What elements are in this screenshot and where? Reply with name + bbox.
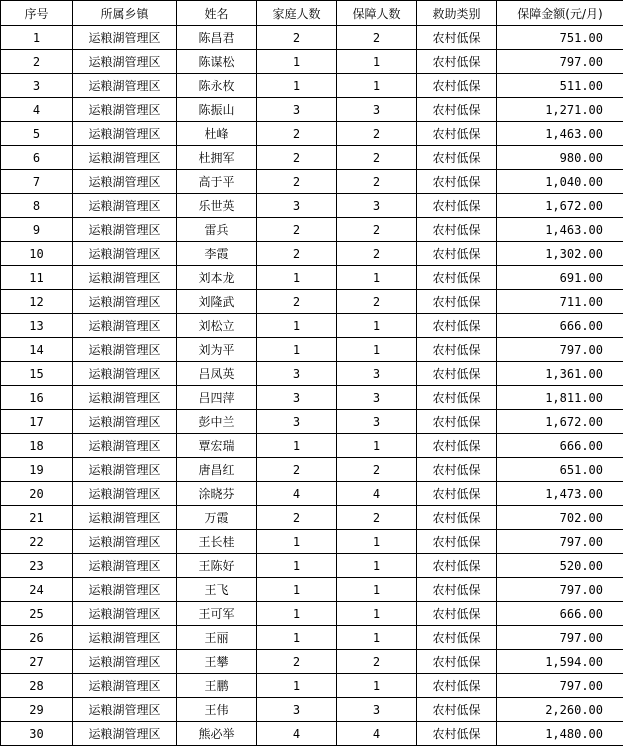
cell-index: 8 (1, 194, 73, 218)
cell-index: 1 (1, 26, 73, 50)
cell-covered-people: 1 (337, 578, 417, 602)
table-row (1, 26, 623, 50)
cell-amount: 702.00 (497, 506, 623, 530)
cell-household-size: 2 (257, 290, 337, 314)
cell-amount: 797.00 (497, 674, 623, 698)
cell-index: 2 (1, 50, 73, 74)
cell-town: 运粮湖管理区 (73, 338, 177, 362)
cell-name: 彭中兰 (177, 410, 257, 434)
cell-covered-people: 2 (337, 650, 417, 674)
cell-relief-type: 农村低保 (417, 674, 497, 698)
cell-relief-type: 农村低保 (417, 434, 497, 458)
cell-index: 16 (1, 386, 73, 410)
cell-covered-people: 2 (337, 290, 417, 314)
cell-name: 吕四萍 (177, 386, 257, 410)
table-row (1, 50, 623, 74)
cell-town: 运粮湖管理区 (73, 194, 177, 218)
cell-town: 运粮湖管理区 (73, 578, 177, 602)
cell-amount: 711.00 (497, 290, 623, 314)
cell-amount: 1,302.00 (497, 242, 623, 266)
cell-relief-type: 农村低保 (417, 314, 497, 338)
cell-town: 运粮湖管理区 (73, 50, 177, 74)
cell-household-size: 1 (257, 626, 337, 650)
cell-name: 刘为平 (177, 338, 257, 362)
cell-amount: 980.00 (497, 146, 623, 170)
table-row (1, 578, 623, 602)
table-body (1, 26, 623, 746)
cell-name: 王飞 (177, 578, 257, 602)
cell-name: 陈昌君 (177, 26, 257, 50)
cell-name: 陈永枚 (177, 74, 257, 98)
table-row (1, 386, 623, 410)
cell-covered-people: 1 (337, 554, 417, 578)
cell-town: 运粮湖管理区 (73, 434, 177, 458)
cell-name: 万霞 (177, 506, 257, 530)
cell-relief-type: 农村低保 (417, 650, 497, 674)
table-row (1, 458, 623, 482)
cell-covered-people: 3 (337, 386, 417, 410)
cell-town: 运粮湖管理区 (73, 218, 177, 242)
cell-household-size: 1 (257, 554, 337, 578)
cell-town: 运粮湖管理区 (73, 122, 177, 146)
cell-name: 刘松立 (177, 314, 257, 338)
cell-relief-type: 农村低保 (417, 266, 497, 290)
cell-amount: 797.00 (497, 50, 623, 74)
cell-amount: 751.00 (497, 26, 623, 50)
cell-name: 吕凤英 (177, 362, 257, 386)
table-row (1, 530, 623, 554)
cell-covered-people: 3 (337, 194, 417, 218)
table-row (1, 554, 623, 578)
cell-covered-people: 2 (337, 26, 417, 50)
cell-relief-type: 农村低保 (417, 554, 497, 578)
cell-household-size: 2 (257, 26, 337, 50)
cell-relief-type: 农村低保 (417, 626, 497, 650)
cell-covered-people: 2 (337, 242, 417, 266)
cell-amount: 1,271.00 (497, 98, 623, 122)
cell-amount: 1,463.00 (497, 122, 623, 146)
cell-relief-type: 农村低保 (417, 506, 497, 530)
cell-town: 运粮湖管理区 (73, 482, 177, 506)
cell-name: 王鹏 (177, 674, 257, 698)
cell-amount: 797.00 (497, 578, 623, 602)
cell-amount: 1,594.00 (497, 650, 623, 674)
cell-covered-people: 4 (337, 722, 417, 746)
cell-covered-people: 1 (337, 674, 417, 698)
table-row (1, 266, 623, 290)
cell-name: 杜拥军 (177, 146, 257, 170)
table-row (1, 290, 623, 314)
cell-household-size: 3 (257, 194, 337, 218)
cell-covered-people: 2 (337, 506, 417, 530)
cell-town: 运粮湖管理区 (73, 386, 177, 410)
cell-covered-people: 1 (337, 266, 417, 290)
cell-town: 运粮湖管理区 (73, 410, 177, 434)
cell-relief-type: 农村低保 (417, 338, 497, 362)
cell-name: 高于平 (177, 170, 257, 194)
cell-covered-people: 1 (337, 434, 417, 458)
cell-relief-type: 农村低保 (417, 122, 497, 146)
cell-town: 运粮湖管理区 (73, 242, 177, 266)
table-row (1, 218, 623, 242)
cell-index: 17 (1, 410, 73, 434)
cell-covered-people: 1 (337, 74, 417, 98)
table-row (1, 122, 623, 146)
cell-relief-type: 农村低保 (417, 530, 497, 554)
cell-name: 涂晓芬 (177, 482, 257, 506)
cell-amount: 1,811.00 (497, 386, 623, 410)
cell-amount: 1,672.00 (497, 410, 623, 434)
cell-household-size: 2 (257, 242, 337, 266)
cell-index: 22 (1, 530, 73, 554)
cell-town: 运粮湖管理区 (73, 362, 177, 386)
table-row (1, 482, 623, 506)
cell-relief-type: 农村低保 (417, 290, 497, 314)
cell-household-size: 3 (257, 98, 337, 122)
cell-household-size: 1 (257, 434, 337, 458)
cell-relief-type: 农村低保 (417, 26, 497, 50)
cell-amount: 797.00 (497, 626, 623, 650)
header-index: 序号 (1, 1, 73, 26)
cell-covered-people: 2 (337, 218, 417, 242)
cell-covered-people: 1 (337, 338, 417, 362)
table-row (1, 170, 623, 194)
cell-amount: 1,480.00 (497, 722, 623, 746)
cell-household-size: 3 (257, 386, 337, 410)
cell-covered-people: 2 (337, 146, 417, 170)
cell-amount: 797.00 (497, 338, 623, 362)
header-amount: 保障金额(元/月) (497, 1, 623, 26)
cell-household-size: 4 (257, 482, 337, 506)
cell-town: 运粮湖管理区 (73, 290, 177, 314)
cell-index: 6 (1, 146, 73, 170)
cell-town: 运粮湖管理区 (73, 626, 177, 650)
cell-household-size: 3 (257, 698, 337, 722)
cell-relief-type: 农村低保 (417, 146, 497, 170)
cell-name: 杜峰 (177, 122, 257, 146)
cell-town: 运粮湖管理区 (73, 314, 177, 338)
cell-amount: 1,672.00 (497, 194, 623, 218)
cell-relief-type: 农村低保 (417, 170, 497, 194)
cell-amount: 2,260.00 (497, 698, 623, 722)
cell-household-size: 1 (257, 674, 337, 698)
header-household-size: 家庭人数 (257, 1, 337, 26)
cell-relief-type: 农村低保 (417, 242, 497, 266)
cell-name: 雷兵 (177, 218, 257, 242)
cell-amount: 651.00 (497, 458, 623, 482)
cell-name: 唐昌红 (177, 458, 257, 482)
cell-household-size: 4 (257, 722, 337, 746)
cell-town: 运粮湖管理区 (73, 530, 177, 554)
cell-household-size: 1 (257, 50, 337, 74)
table-row (1, 146, 623, 170)
cell-index: 27 (1, 650, 73, 674)
cell-covered-people: 3 (337, 698, 417, 722)
cell-name: 王伟 (177, 698, 257, 722)
cell-amount: 666.00 (497, 434, 623, 458)
header-row (1, 1, 623, 26)
cell-covered-people: 1 (337, 50, 417, 74)
cell-name: 陈谋松 (177, 50, 257, 74)
cell-relief-type: 农村低保 (417, 194, 497, 218)
cell-town: 运粮湖管理区 (73, 698, 177, 722)
cell-index: 7 (1, 170, 73, 194)
cell-index: 9 (1, 218, 73, 242)
table-row (1, 626, 623, 650)
cell-household-size: 2 (257, 122, 337, 146)
cell-name: 刘隆武 (177, 290, 257, 314)
cell-covered-people: 1 (337, 530, 417, 554)
cell-name: 乐世英 (177, 194, 257, 218)
cell-town: 运粮湖管理区 (73, 146, 177, 170)
cell-town: 运粮湖管理区 (73, 722, 177, 746)
cell-amount: 666.00 (497, 602, 623, 626)
cell-name: 王陈好 (177, 554, 257, 578)
cell-name: 李霞 (177, 242, 257, 266)
cell-amount: 691.00 (497, 266, 623, 290)
cell-household-size: 1 (257, 602, 337, 626)
cell-amount: 1,463.00 (497, 218, 623, 242)
cell-index: 12 (1, 290, 73, 314)
cell-household-size: 2 (257, 650, 337, 674)
cell-index: 4 (1, 98, 73, 122)
cell-index: 26 (1, 626, 73, 650)
cell-household-size: 2 (257, 170, 337, 194)
cell-name: 王攀 (177, 650, 257, 674)
cell-name: 王可军 (177, 602, 257, 626)
cell-index: 30 (1, 722, 73, 746)
cell-household-size: 3 (257, 362, 337, 386)
table-row (1, 722, 623, 746)
cell-town: 运粮湖管理区 (73, 554, 177, 578)
table-row (1, 362, 623, 386)
cell-household-size: 3 (257, 410, 337, 434)
cell-town: 运粮湖管理区 (73, 266, 177, 290)
cell-town: 运粮湖管理区 (73, 458, 177, 482)
table-row (1, 314, 623, 338)
cell-amount: 1,473.00 (497, 482, 623, 506)
cell-name: 王长桂 (177, 530, 257, 554)
cell-covered-people: 2 (337, 170, 417, 194)
cell-covered-people: 2 (337, 458, 417, 482)
cell-name: 熊必举 (177, 722, 257, 746)
cell-relief-type: 农村低保 (417, 458, 497, 482)
cell-index: 14 (1, 338, 73, 362)
table-row (1, 698, 623, 722)
cell-town: 运粮湖管理区 (73, 650, 177, 674)
cell-amount: 666.00 (497, 314, 623, 338)
header-town: 所属乡镇 (73, 1, 177, 26)
cell-amount: 1,040.00 (497, 170, 623, 194)
cell-name: 刘本龙 (177, 266, 257, 290)
cell-relief-type: 农村低保 (417, 50, 497, 74)
cell-index: 18 (1, 434, 73, 458)
cell-index: 11 (1, 266, 73, 290)
cell-household-size: 1 (257, 578, 337, 602)
table-row (1, 506, 623, 530)
cell-index: 21 (1, 506, 73, 530)
cell-amount: 797.00 (497, 530, 623, 554)
cell-town: 运粮湖管理区 (73, 674, 177, 698)
table-row (1, 410, 623, 434)
cell-index: 10 (1, 242, 73, 266)
cell-name: 王丽 (177, 626, 257, 650)
cell-covered-people: 1 (337, 602, 417, 626)
cell-household-size: 1 (257, 338, 337, 362)
cell-covered-people: 4 (337, 482, 417, 506)
cell-relief-type: 农村低保 (417, 602, 497, 626)
cell-index: 5 (1, 122, 73, 146)
cell-name: 覃宏瑞 (177, 434, 257, 458)
cell-relief-type: 农村低保 (417, 98, 497, 122)
cell-relief-type: 农村低保 (417, 386, 497, 410)
table-row (1, 602, 623, 626)
table-row (1, 650, 623, 674)
cell-index: 13 (1, 314, 73, 338)
cell-index: 20 (1, 482, 73, 506)
cell-index: 28 (1, 674, 73, 698)
cell-relief-type: 农村低保 (417, 722, 497, 746)
cell-index: 3 (1, 74, 73, 98)
cell-relief-type: 农村低保 (417, 410, 497, 434)
cell-household-size: 2 (257, 506, 337, 530)
table-row (1, 74, 623, 98)
cell-index: 19 (1, 458, 73, 482)
cell-household-size: 1 (257, 314, 337, 338)
cell-covered-people: 1 (337, 314, 417, 338)
cell-household-size: 2 (257, 146, 337, 170)
cell-town: 运粮湖管理区 (73, 98, 177, 122)
header-relief-type: 救助类别 (417, 1, 497, 26)
cell-name: 陈振山 (177, 98, 257, 122)
cell-town: 运粮湖管理区 (73, 74, 177, 98)
cell-household-size: 1 (257, 530, 337, 554)
header-covered-people: 保障人数 (337, 1, 417, 26)
cell-amount: 1,361.00 (497, 362, 623, 386)
table-row (1, 674, 623, 698)
cell-amount: 511.00 (497, 74, 623, 98)
table-row (1, 338, 623, 362)
cell-relief-type: 农村低保 (417, 362, 497, 386)
cell-town: 运粮湖管理区 (73, 506, 177, 530)
cell-amount: 520.00 (497, 554, 623, 578)
cell-covered-people: 1 (337, 626, 417, 650)
cell-relief-type: 农村低保 (417, 74, 497, 98)
cell-household-size: 1 (257, 74, 337, 98)
cell-index: 25 (1, 602, 73, 626)
cell-index: 29 (1, 698, 73, 722)
cell-index: 15 (1, 362, 73, 386)
cell-household-size: 2 (257, 458, 337, 482)
cell-relief-type: 农村低保 (417, 482, 497, 506)
table-row (1, 242, 623, 266)
cell-town: 运粮湖管理区 (73, 170, 177, 194)
header-name: 姓名 (177, 1, 257, 26)
cell-covered-people: 2 (337, 122, 417, 146)
cell-relief-type: 农村低保 (417, 698, 497, 722)
cell-covered-people: 3 (337, 362, 417, 386)
cell-relief-type: 农村低保 (417, 218, 497, 242)
cell-household-size: 2 (257, 218, 337, 242)
cell-covered-people: 3 (337, 98, 417, 122)
cell-town: 运粮湖管理区 (73, 26, 177, 50)
cell-covered-people: 3 (337, 410, 417, 434)
table-row (1, 98, 623, 122)
cell-town: 运粮湖管理区 (73, 602, 177, 626)
table-row (1, 434, 623, 458)
cell-household-size: 1 (257, 266, 337, 290)
cell-index: 24 (1, 578, 73, 602)
cell-relief-type: 农村低保 (417, 578, 497, 602)
cell-index: 23 (1, 554, 73, 578)
table-row (1, 194, 623, 218)
